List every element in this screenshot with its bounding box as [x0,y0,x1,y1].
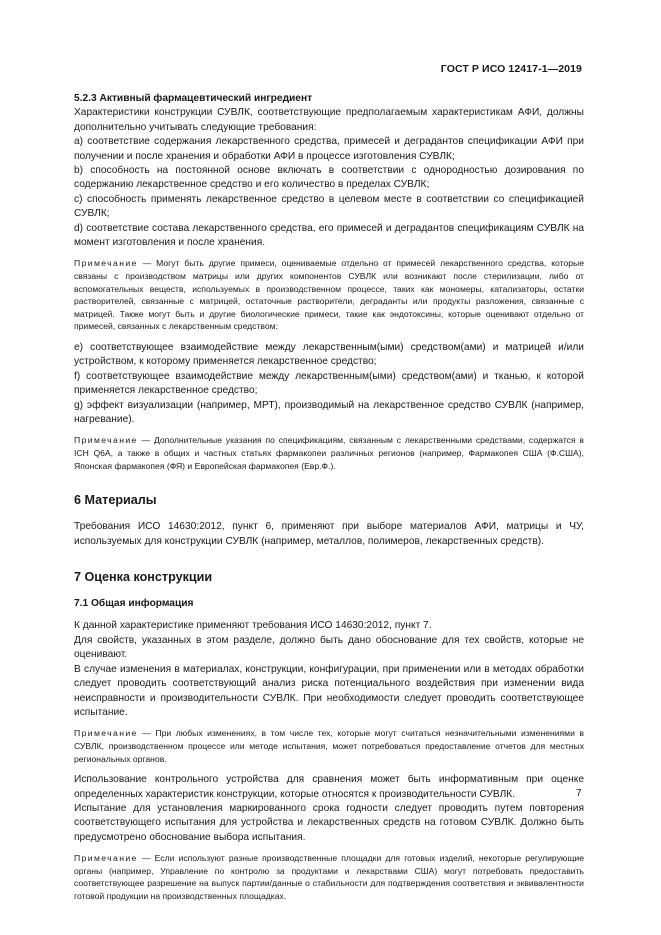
section-5-2-3-title: 5.2.3 Активный фармацевтический ингредиент [74,93,313,104]
paragraph: Использование контрольного устройства для сравнения может быть информативным при оценке определенных характеристик конструкции, которые относятся к производительности СУВЛК. [74,774,584,800]
page-number: 7 [576,788,582,799]
paragraph: Испытание для установления маркированного срока годности следует проводить путем повторения соответствующего испытания для устройства и лекарственных средств на готовом СУВЛК. Должно быть предусмотрено обоснование выбора испытания. [74,802,584,843]
note-text: — Могут быть другие примеси, оцениваемые отдельно от примесей лекарственного средства, которые связаны с производством матрицы или других компонентов СУВЛК или возникают после стерилизации, либо от вспомогательных веществ, используемых в производственном процессе, таких как мономеры, катализаторы, остатки растворителей, связанные с матрицей, остаточные растворители, деграданты или продукты разложения, связанные с матрицей. Также могут быть и другие биологические примеси, такие как эндотоксины, которые оценивают отдельно от примесей, связанных с лекарственным средством; [74,258,584,332]
list-item-b: b) способность на постоянной основе включать в соответствии с однородностью дозирования по содержанию лекарственное средство и его количество в пределах СУВЛК; [74,165,584,191]
note-text: — Если используют разные производственные площадки для готовых изделий, некоторые регулирующие органы (например, Управление по контролю за продуктами и лекарствами США) могут потребовать предоставить соответствующее разрешение на выпуск партии/данные о стабильности для подтверждения соответствия и эквивалентности готовой продукции на производственных площадках. [74,853,584,901]
section-7-1-title: 7.1 Общая информация [74,598,194,610]
list-item-d: d) соответствие состава лекарственного средства, его примесей и деградантов спецификациям СУВЛК на момент изготовления и после хранения. [74,222,584,249]
section-7-title: 7 Оценка конструкции [74,570,213,585]
note-3 [74,727,584,765]
note-1 [74,257,584,333]
document-body [74,92,584,911]
note-label: Примечание [74,853,138,864]
note-label: Примечание [74,435,138,446]
note-2 [74,434,584,472]
paragraph: Характеристики конструкции СУВЛК, соответствующие предполагаемым характеристикам АФИ, должны дополнительно учитывать следующие требования: [74,107,584,133]
section-6-title: 6 Материалы [74,493,157,508]
note-label: Примечание [74,728,138,739]
list-item-g: g) эффект визуализации (например, МРТ), производимый на лекарственное средство СУВЛК (например, нагревание). [74,399,584,426]
note-4 [74,852,584,902]
list-item-a: а) соответствие содержания лекарственного средства, примесей и деградантов спецификации АФИ при получении и после хранения и обработки АФИ в процессе изготовления СУВЛК; [74,136,584,162]
note-text: — При любых изменениях, в том числе тех, которые могут считаться незначительными изменениями в СУВЛК, производственном процессе или методе испытания, может потребоваться предоставление отчетов для местных региональных органов. [74,728,584,764]
paragraph: В случае изменения в материалах, конструкции, конфигурации, при применении или в методах обработки следует проводить соответствующий анализ риска потенциального воздействия при изменении вида неисправности и производительности СУВЛК. При необходимости следует проводить соответствующее испытание. [74,663,584,718]
note-text: — Дополнительные указания по спецификациям, связанным с лекарственными средствами, содержатся в ICH Q6A, а также в общих и частных статьях фармакопеи различных регионов (например, Фармакопея США (Ф.США), Японская фармакопея (ФЯ) и Европейская фармакопея (Евр.Ф.). [74,435,584,471]
paragraph: Для свойств, указанных в этом разделе, должно быть дано обоснование для тех свойств, которые не оценивают. [74,634,584,661]
note-label: Примечание [74,258,138,269]
list-item-f: f) соответствующее взаимодействие между лекарственным(ыми) средством(ами) и тканью, к которой применяется лекарственное средство; [74,370,584,397]
standard-header: ГОСТ Р ИСО 12417-1—2019 [440,63,582,75]
paragraph: Требования ИСО 14630:2012, пункт 6, применяют при выборе материалов АФИ, матрицы и ЧУ, используемых для конструкции СУВЛК (например, металлов, полимеров, лекарственных средств). [74,521,584,547]
list-item-e: е) соответствующее взаимодействие между лекарственным(ыми) средством(ами) и матрицей и/или устройством, к которому применяется лекарственное средство; [74,342,584,368]
list-item-c: c) способность применять лекарственное средство в целевом месте в соответствии со спецификацией СУВЛК; [74,193,584,220]
paragraph: К данной характеристике применяют требования ИСО 14630:2012, пункт 7. [74,620,432,632]
